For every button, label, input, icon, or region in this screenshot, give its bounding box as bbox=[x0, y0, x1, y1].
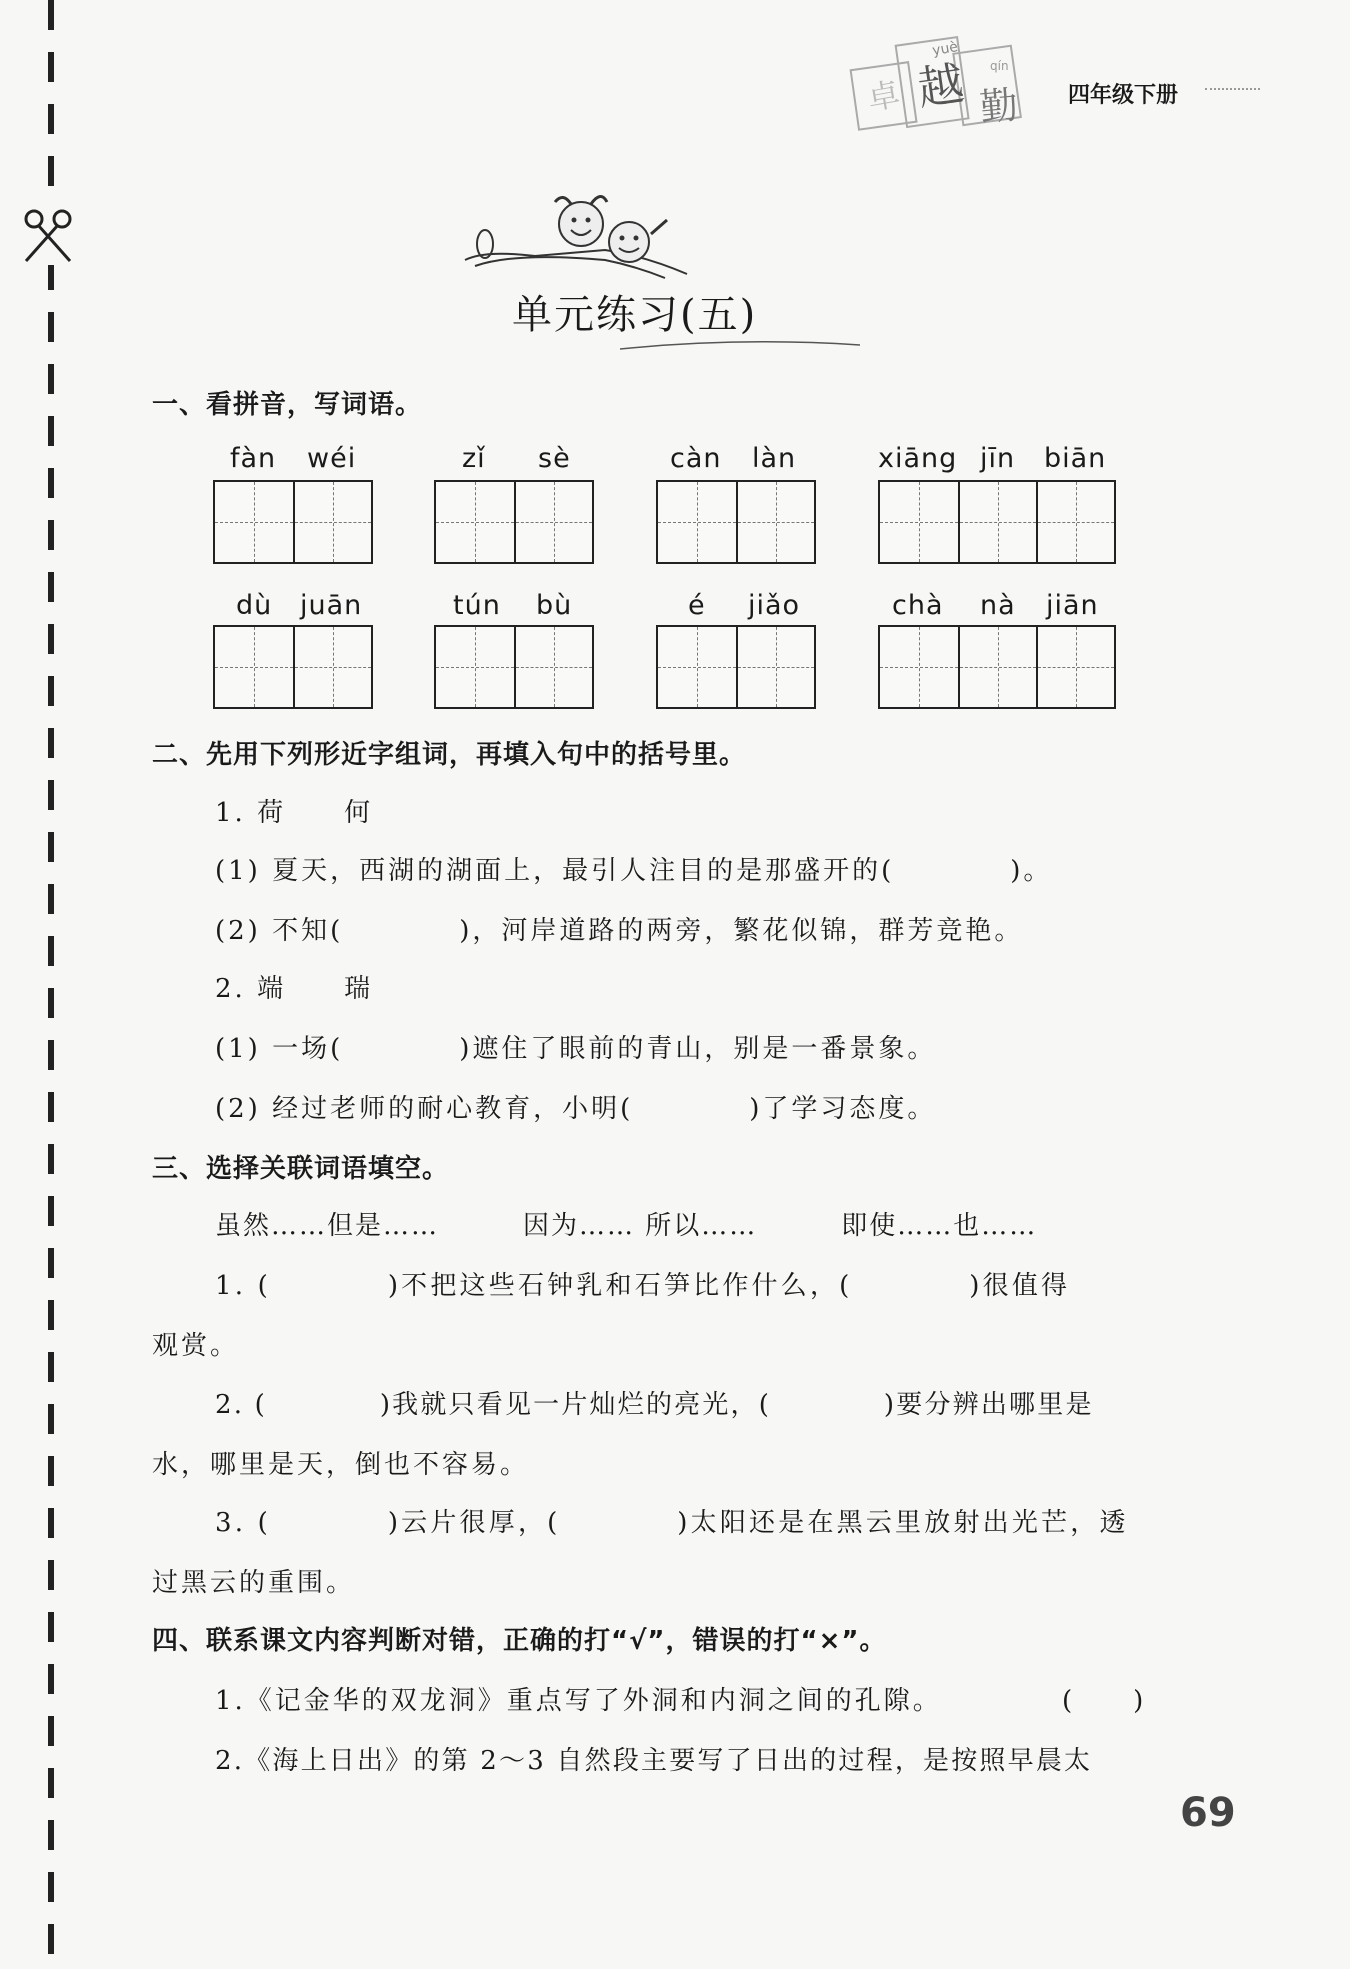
pinyin: càn bbox=[670, 443, 722, 474]
pinyin: xiāng bbox=[878, 443, 958, 474]
pinyin: jiǎo bbox=[748, 590, 801, 621]
cut-line bbox=[48, 0, 54, 1969]
writing-grid[interactable] bbox=[878, 625, 1116, 709]
question-line: 过黑云的重围。 bbox=[152, 1568, 356, 1598]
pinyin: juān bbox=[300, 590, 363, 621]
writing-grid[interactable] bbox=[656, 480, 816, 564]
svg-text:勤: 勤 bbox=[978, 82, 1020, 130]
section2-heading: 二、先用下列形近字组词，再填入句中的括号里。 bbox=[152, 740, 747, 770]
pinyin: jīn bbox=[980, 443, 1016, 474]
pinyin: jiān bbox=[1046, 590, 1099, 621]
svg-text:卓: 卓 bbox=[864, 74, 903, 118]
writing-grid[interactable] bbox=[656, 625, 816, 709]
question-line: 水，哪里是天，倒也不容易。 bbox=[152, 1450, 530, 1480]
children-illustration bbox=[455, 190, 695, 290]
page-title: 单元练习(五) bbox=[512, 292, 758, 338]
pinyin: dù bbox=[236, 590, 273, 621]
question-line: (2) 不知( )，河岸道路的两旁，繁花似锦，群芳竞艳。 bbox=[215, 916, 1024, 946]
conjunction-options: 虽然……但是…… 因为…… 所以…… 即使……也…… bbox=[215, 1211, 1038, 1241]
writing-grid[interactable] bbox=[213, 625, 373, 709]
question-line: 观赏。 bbox=[152, 1331, 240, 1361]
question-line: 2.《海上日出》的第 2～3 自然段主要写了日出的过程，是按照早晨太 bbox=[215, 1746, 1093, 1776]
pinyin: fàn bbox=[230, 443, 277, 474]
pinyin: làn bbox=[752, 443, 797, 474]
svg-text:yuè: yuè bbox=[931, 39, 960, 60]
word-pair: 2. 端 瑞 bbox=[215, 974, 374, 1004]
pinyin: sè bbox=[538, 443, 571, 474]
page-number: 69 bbox=[1180, 1790, 1236, 1836]
question-line: 1.《记金华的双龙洞》重点写了外洞和内洞之间的孔隙。 bbox=[215, 1686, 942, 1716]
writing-grid[interactable] bbox=[213, 480, 373, 564]
section4-heading: 四、联系课文内容判断对错，正确的打“√”，错误的打“×”。 bbox=[152, 1626, 887, 1656]
pinyin: biān bbox=[1044, 443, 1107, 474]
grade-label: 四年级下册 bbox=[1068, 83, 1179, 108]
scissors-icon bbox=[18, 205, 78, 265]
svg-text:越: 越 bbox=[914, 55, 968, 116]
word-pair: 1. 荷 何 bbox=[215, 798, 374, 828]
question-line: (2) 经过老师的耐心教育，小明( )了学习态度。 bbox=[215, 1094, 937, 1124]
pinyin: é bbox=[688, 590, 706, 621]
pinyin: chà bbox=[892, 590, 944, 621]
pinyin: nà bbox=[980, 590, 1016, 621]
writing-grid[interactable] bbox=[878, 480, 1116, 564]
brand-logo bbox=[840, 18, 1040, 158]
pinyin: bù bbox=[536, 590, 573, 621]
svg-text:qín: qín bbox=[990, 59, 1009, 73]
writing-grid[interactable] bbox=[434, 625, 594, 709]
question-line: (1) 一场( )遮住了眼前的青山，别是一番景象。 bbox=[215, 1034, 937, 1064]
pinyin: zǐ bbox=[462, 443, 486, 474]
section3-heading: 三、选择关联词语填空。 bbox=[152, 1154, 450, 1184]
question-line: 3. ( )云片很厚，( )太阳还是在黑云里放射出光芒，透 bbox=[215, 1508, 1129, 1538]
section1-heading: 一、看拼音，写词语。 bbox=[152, 390, 423, 420]
grade-divider bbox=[1205, 88, 1260, 90]
answer-bracket[interactable]: ( ) bbox=[1062, 1686, 1147, 1716]
title-underline bbox=[620, 335, 860, 355]
question-line: 1. ( )不把这些石钟乳和石笋比作什么，( )很值得 bbox=[215, 1271, 1071, 1301]
pinyin: wéi bbox=[307, 443, 357, 474]
pinyin: tún bbox=[453, 590, 501, 621]
question-line: (1) 夏天，西湖的湖面上，最引人注目的是那盛开的( )。 bbox=[215, 856, 1053, 886]
question-line: 2. ( )我就只看见一片灿烂的亮光，( )要分辨出哪里是 bbox=[215, 1390, 1094, 1420]
writing-grid[interactable] bbox=[434, 480, 594, 564]
